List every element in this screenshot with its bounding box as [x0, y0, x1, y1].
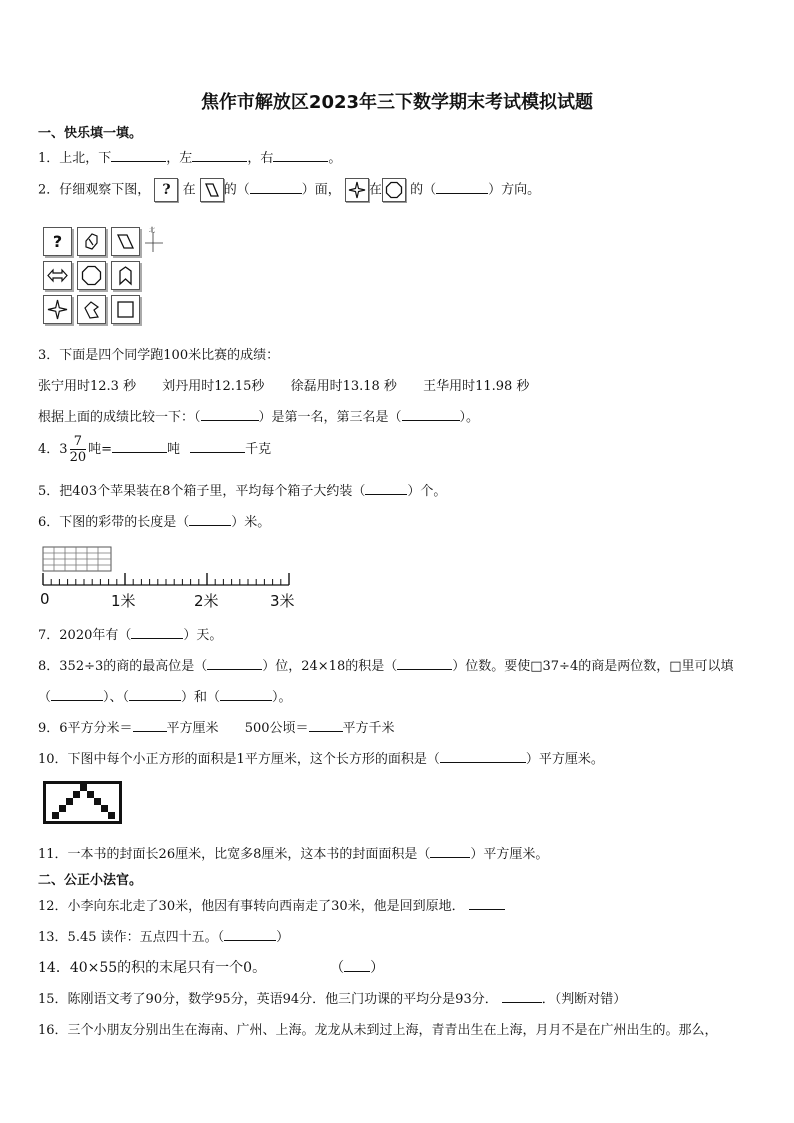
- q2-text: ）方向。: [488, 182, 541, 198]
- octagon-icon: [81, 265, 102, 286]
- q13-text: 13．5.45 读作：五点四十五。（: [38, 930, 225, 945]
- q9-blank-cm2[interactable]: [133, 718, 167, 732]
- question-12: [38, 895, 505, 914]
- question-2: [38, 178, 540, 202]
- q4-text: 千克: [245, 442, 272, 457]
- rectangle-squares-figure: [43, 781, 123, 824]
- q15-blank[interactable]: [502, 989, 542, 1003]
- q10-text: ）平方厘米。: [525, 752, 604, 767]
- q1-text: 上北，下: [59, 151, 112, 166]
- question-1: [38, 147, 341, 166]
- q2-text: 的（: [410, 182, 437, 198]
- q4-number: 4．: [38, 442, 60, 457]
- question-16: 16．三个小朋友分别出生在海南、广州、上海。龙龙从未到过上海，青青出生在上海，月月不是在广州出生的。那么，: [38, 1023, 718, 1038]
- question-mark-icon: ?: [154, 178, 178, 202]
- q9-text: 9．6平方分米＝: [38, 721, 133, 736]
- q8-text: ）位，24×18的积是（: [262, 659, 398, 674]
- q5-text: ）个。: [407, 484, 447, 499]
- double-arrow-icon: [47, 265, 68, 286]
- q1-blank-south[interactable]: [111, 148, 166, 162]
- q8-text: （: [38, 690, 52, 705]
- question-15: [38, 988, 626, 1007]
- q13-blank[interactable]: [224, 927, 276, 941]
- parallelogram-icon: [200, 178, 224, 202]
- q4-fraction: [70, 434, 87, 465]
- q9-text: 平方千米: [342, 721, 395, 736]
- parallelogram-cell: [111, 227, 140, 256]
- q2-text: 在: [182, 182, 196, 198]
- q4-text: 吨=: [88, 442, 113, 457]
- q14-text: （: [330, 960, 345, 976]
- ruler-label-3m: 3米: [270, 592, 295, 610]
- q3-blank-third[interactable]: [402, 407, 460, 421]
- q4-blank-kg[interactable]: [190, 439, 245, 453]
- q3-text: 根据上面的成绩比较一下：（: [38, 410, 201, 425]
- q8-blank-option-3[interactable]: [220, 687, 272, 701]
- ribbon-ruler-svg: [38, 544, 300, 592]
- q4-denominator: 20: [69, 450, 87, 465]
- q2-text: ）面，: [301, 182, 341, 198]
- q4-whole-number: 3: [59, 442, 68, 457]
- octagon-icon: [382, 178, 406, 202]
- arrow-shape-icon: [81, 299, 102, 320]
- q8-text: ）。: [272, 690, 292, 705]
- bookmark-cell: [111, 261, 140, 290]
- q2-text: 仔细观察下图，: [59, 182, 151, 198]
- question-8: [38, 655, 734, 674]
- q9-blank-km2[interactable]: [309, 718, 343, 732]
- result-liu: 刘丹用时12.15秒: [162, 379, 265, 394]
- q15-text: ．（判断对错）: [541, 992, 627, 1007]
- parallelogram-icon: [115, 231, 136, 252]
- q4-text: 吨: [167, 442, 181, 457]
- q13-text: ）: [276, 930, 290, 945]
- question-4: [38, 434, 271, 465]
- arrow-shape-cell: [77, 295, 106, 324]
- section-heading-fill: 一、快乐填一填。: [38, 126, 143, 141]
- question-7: [38, 624, 222, 643]
- compass-north-label: 北: [149, 227, 156, 234]
- flag-shape-cell: [77, 227, 106, 256]
- result-xu: 徐磊用时13.18 秒: [290, 379, 397, 394]
- q1-text: ，左: [166, 151, 193, 166]
- q1-text: 。: [328, 151, 342, 166]
- q10-blank[interactable]: [440, 749, 526, 763]
- q6-text: 6．下图的彩带的长度是（: [38, 515, 190, 530]
- q2-blank-direction-1[interactable]: [250, 180, 302, 194]
- result-wang: 王华用时11.98 秒: [423, 379, 530, 394]
- q1-number: 1．: [38, 151, 60, 166]
- section-heading-judge: 二、公正小法官。: [38, 873, 143, 888]
- q2-text: 的（: [223, 182, 250, 198]
- q6-text: ）米。: [231, 515, 271, 530]
- ruler-ticks: [43, 573, 289, 585]
- q11-text: 11．一本书的封面长26厘米，比宽多8厘米，这本书的封面面积是（: [38, 847, 431, 862]
- q8-blank-digits[interactable]: [397, 656, 452, 670]
- question-3: 3．下面是四个同学跑100米比赛的成绩：: [38, 348, 280, 363]
- page-title: 焦作市解放区2023年三下数学期末考试模拟试题: [200, 92, 594, 113]
- compass-icon: [143, 228, 171, 254]
- q8-blank-place[interactable]: [207, 656, 262, 670]
- four-point-star-icon: [345, 178, 369, 202]
- q8-text: ）位数。要使□37÷4的商是两位数，□里可以填: [452, 659, 734, 674]
- ribbon: [43, 547, 111, 571]
- q4-blank-ton[interactable]: [112, 439, 167, 453]
- ruler-label-0: 0: [40, 590, 50, 608]
- q2-number: 2．: [38, 182, 60, 198]
- question-10: [38, 748, 604, 767]
- square-icon: [115, 299, 136, 320]
- flag-icon: [81, 231, 102, 252]
- question-mark-icon: ?: [52, 232, 63, 251]
- question-9: [38, 717, 395, 736]
- q3-results: [38, 375, 529, 394]
- q8-blank-option-1[interactable]: [51, 687, 103, 701]
- q8-text: ）、（: [103, 690, 130, 705]
- q4-numerator: 7: [70, 434, 87, 450]
- ruler-label-1m: 1米: [111, 592, 136, 610]
- q5-text: 5．把403个苹果装在8个箱子里，平均每个箱子大约装（: [38, 484, 366, 499]
- q14-text: 14．40×55的积的末尾只有一个0。: [38, 960, 267, 976]
- q7-text: ）天。: [183, 628, 223, 643]
- q2-blank-direction-2[interactable]: [436, 180, 488, 194]
- double-arrow-cell: [43, 261, 72, 290]
- q5-blank[interactable]: [365, 481, 407, 495]
- q12-text: 12．小李向东北走了30米，他因有事转向西南走了30米，他是回到原地．: [38, 899, 465, 914]
- q10-text: 10．下图中每个小正方形的面积是1平方厘米，这个长方形的面积是（: [38, 752, 440, 767]
- ruler-label-2m: 2米: [194, 592, 219, 610]
- q8-line-2: [38, 686, 292, 705]
- question-5: [38, 480, 446, 499]
- q3-text: ）是第一名，第三名是（: [258, 410, 402, 425]
- star-cell: [43, 295, 72, 324]
- q8-text: 8．352÷3的商的最高位是（: [38, 659, 208, 674]
- q14-blank[interactable]: [344, 958, 370, 972]
- q9-text: 500公顷＝: [244, 721, 309, 736]
- question-11: [38, 843, 548, 862]
- q12-blank[interactable]: [469, 896, 505, 910]
- q7-text: 7．2020年有（: [38, 628, 132, 643]
- q1-text: ，右: [247, 151, 274, 166]
- octagon-cell: [77, 261, 106, 290]
- question-14: [38, 957, 384, 977]
- q8-text: ）和（: [181, 690, 221, 705]
- q7-blank[interactable]: [131, 625, 183, 639]
- question-13: [38, 926, 289, 945]
- q15-text: 15．陈刚语文考了90分，数学95分，英语94分．他三门功课的平均分是93分．: [38, 992, 498, 1007]
- q3-question: [38, 406, 479, 425]
- q11-text: ）平方厘米。: [470, 847, 549, 862]
- square-cell: [111, 295, 140, 324]
- q9-text: 平方厘米: [166, 721, 219, 736]
- bookmark-icon: [115, 265, 136, 286]
- q11-blank[interactable]: [430, 844, 470, 858]
- q2-text: 在: [368, 182, 382, 198]
- q1-blank-east[interactable]: [273, 148, 328, 162]
- q1-blank-west[interactable]: [192, 148, 247, 162]
- q14-text: ）: [370, 960, 385, 976]
- q6-blank[interactable]: [189, 512, 231, 526]
- q3-text: ）。: [459, 410, 480, 425]
- q8-blank-option-2[interactable]: [129, 687, 181, 701]
- result-zhang: 张宁用时12.3 秒: [38, 379, 137, 394]
- question-6: [38, 511, 270, 530]
- question-mark-cell: [43, 227, 72, 256]
- four-point-star-icon: [47, 299, 68, 320]
- q3-blank-first[interactable]: [201, 407, 259, 421]
